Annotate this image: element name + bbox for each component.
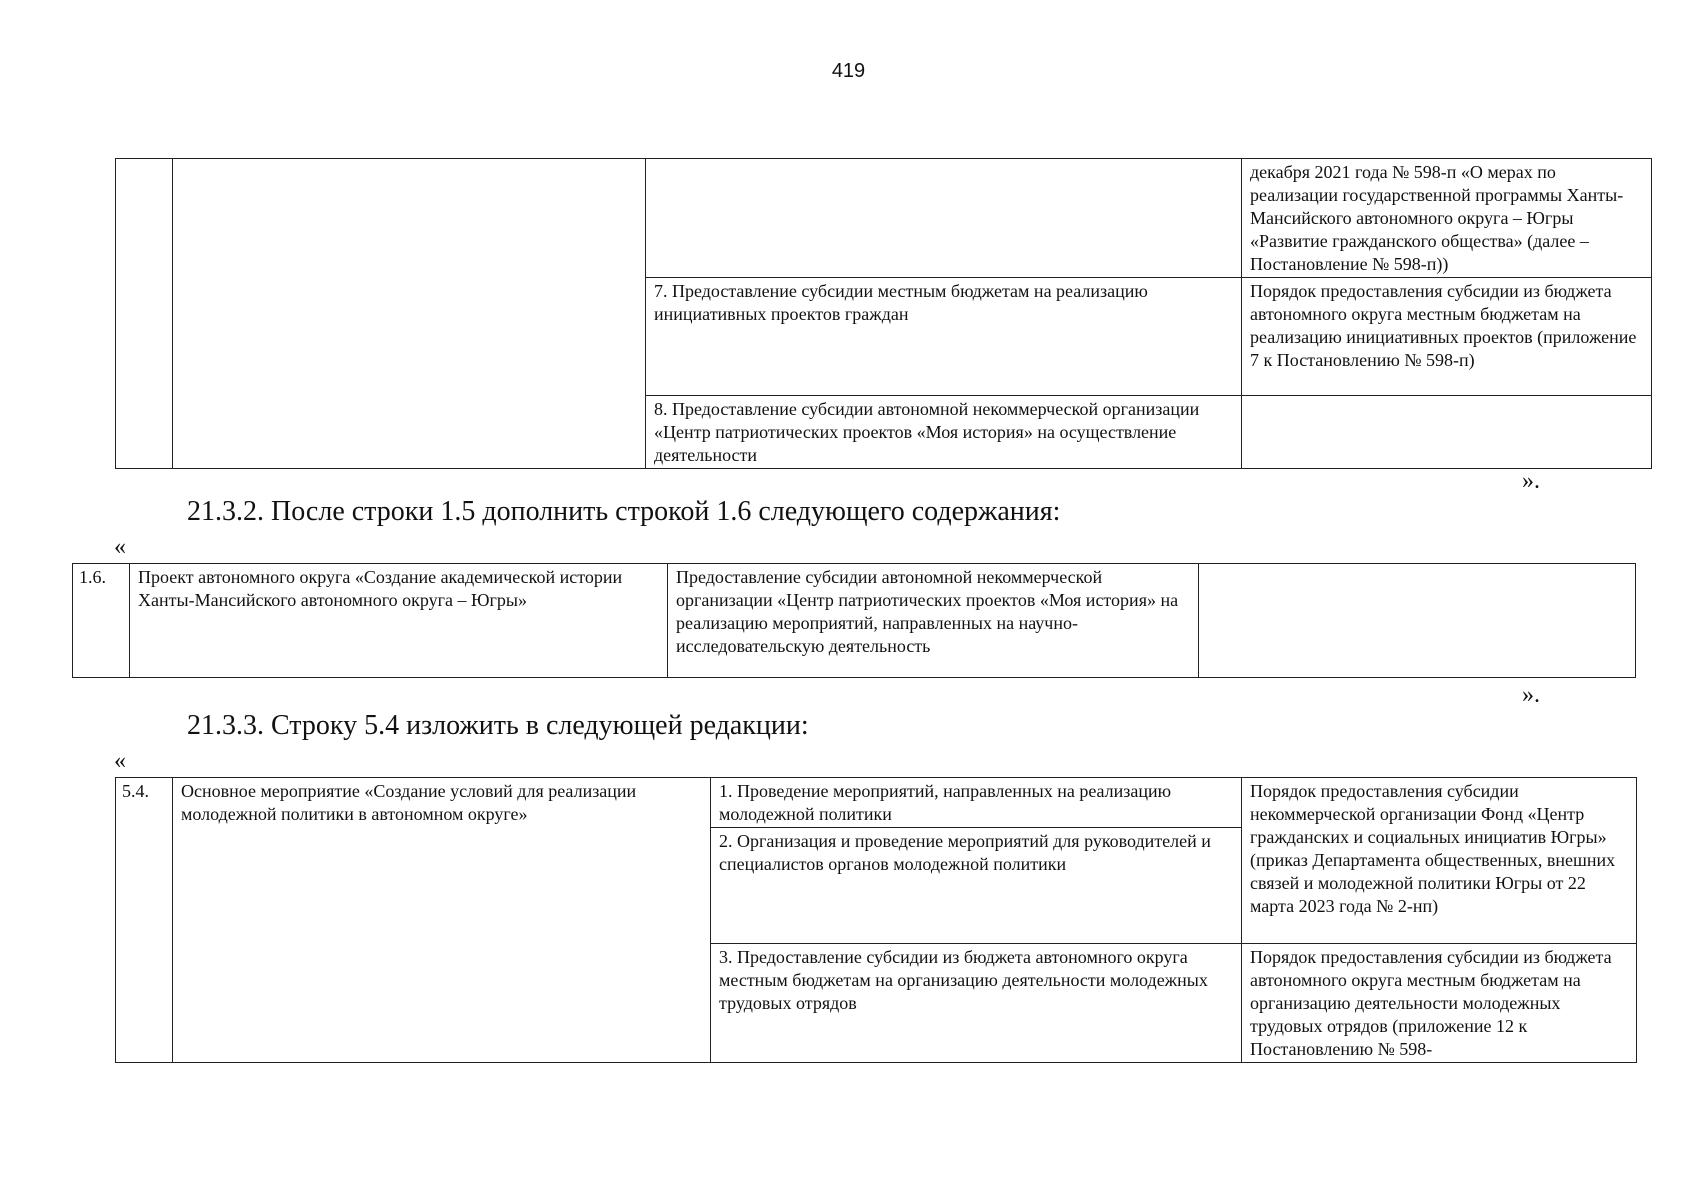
table-cell: Проект автономного округа «Создание академической истории Ханты-Мансийского автономного округа – Югры»	[130, 564, 668, 678]
table-continuation	[115, 158, 1652, 469]
table-cell	[116, 159, 173, 469]
row-number: 1.6.	[73, 564, 130, 678]
table-cell: 8. Предоставление субсидии автономной некоммерческой организации «Центр патриотических проектов «Моя история» на осуществление деятельности	[646, 396, 1242, 469]
table-row	[73, 564, 1636, 678]
section-heading: 21.3.3. Строку 5.4 изложить в следующей редакции:	[187, 710, 809, 741]
table-cell: 2. Организация и проведение мероприятий для руководителей и специалистов органов молодежной политики	[711, 828, 1242, 944]
table-cell: декабря 2021 года № 598-п «О мерах по реализации государственной программы Ханты-Мансийского автономного округа – Югры «Развитие гражданского общества» (далее – Постановление № 598-п))	[1242, 159, 1652, 278]
closing-quote: ».	[1522, 682, 1540, 708]
table-cell: 7. Предоставление субсидии местным бюджетам на реализацию инициативных проектов граждан	[646, 278, 1242, 396]
table-cell	[1199, 564, 1636, 678]
table-row	[116, 778, 1637, 828]
page-number: 419	[831, 60, 866, 82]
table-row-5-4	[115, 777, 1637, 1063]
table-cell: Порядок предоставления субсидии из бюджета автономного округа местным бюджетам на реализацию инициативных проектов (приложение 7 к Постановлению № 598-п)	[1242, 278, 1652, 396]
table-cell	[646, 159, 1242, 278]
table-cell: Порядок предоставления субсидии из бюджета автономного округа местным бюджетам на организацию деятельности молодежных трудовых отрядов (приложение 12 к Постановлению № 598-	[1242, 944, 1637, 1063]
table-cell: 1. Проведение мероприятий, направленных на реализацию молодежной политики	[711, 778, 1242, 828]
row-number: 5.4.	[116, 778, 173, 1063]
table-row-1-6	[72, 563, 1636, 678]
table-cell	[1242, 396, 1652, 469]
table-cell	[173, 159, 646, 469]
table-cell: Предоставление субсидии автономной некоммерческой организации «Центр патриотических проектов «Моя история» на реализацию мероприятий, направленных на научно-исследовательскую деятельность	[668, 564, 1199, 678]
opening-quote: «	[114, 748, 126, 774]
table-cell: Основное мероприятие «Создание условий для реализации молодежной политики в автономном округе»	[173, 778, 711, 1063]
table-row	[116, 159, 1652, 278]
table-cell: 3. Предоставление субсидии из бюджета автономного округа местным бюджетам на организацию деятельности молодежных трудовых отрядов	[711, 944, 1242, 1063]
opening-quote: «	[114, 534, 126, 560]
section-heading: 21.3.2. После строки 1.5 дополнить строкой 1.6 следующего содержания:	[187, 496, 1061, 527]
closing-quote: ».	[1522, 468, 1540, 494]
table-cell: Порядок предоставления субсидии некоммерческой организации Фонд «Центр гражданских и социальных инициатив Югры» (приказ Департамента общественных, внешних связей и молодежной политики Югры от 22 марта 2023 года № 2-нп)	[1242, 778, 1637, 944]
